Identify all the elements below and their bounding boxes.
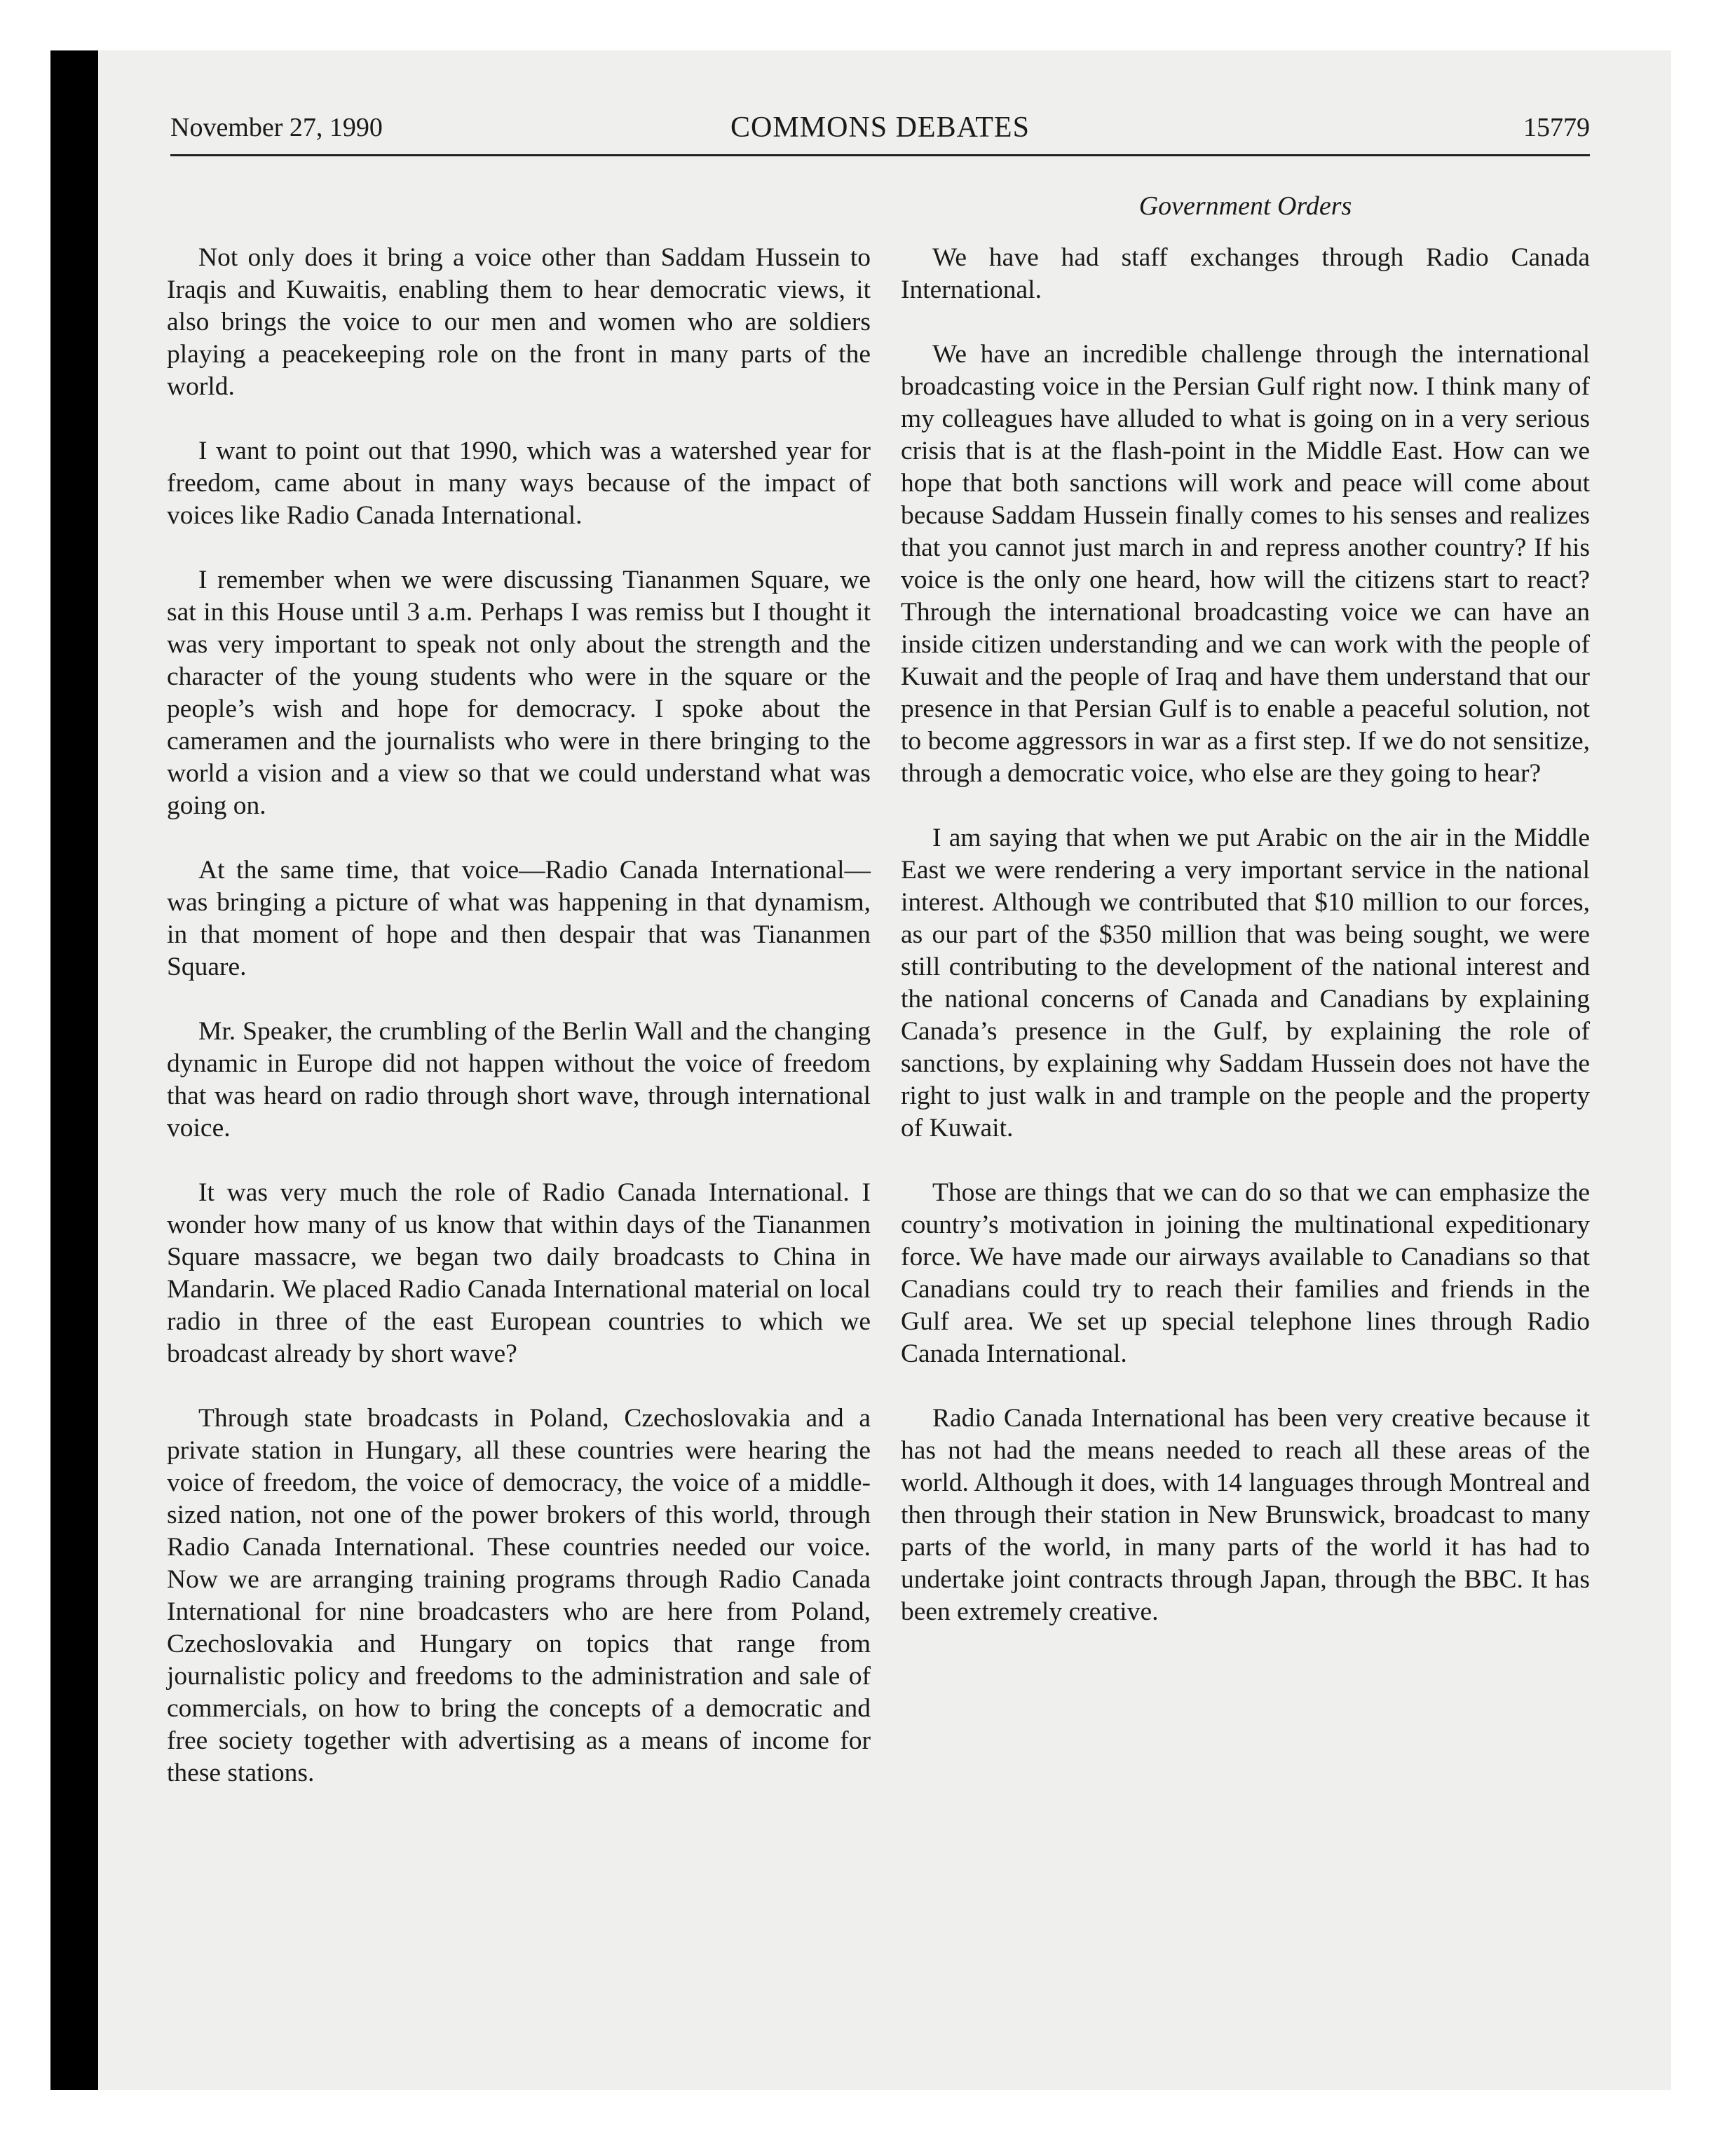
scan-border xyxy=(50,50,98,2090)
left-column xyxy=(167,242,871,1789)
right-column xyxy=(901,242,1590,1628)
header-page-number: 15779 xyxy=(1523,113,1590,142)
paragraph: It was very much the role of Radio Canada International. I wonder how many of us know that within days of the Tiananmen Square massacre, we began two daily broadcasts to China in Mandarin. We placed Radio Canada International material on local radio in three of the east European countries to which we broadcast already by short wave? xyxy=(167,1178,871,1368)
page-header xyxy=(170,105,1590,156)
paragraph: Through state broadcasts in Poland, Czechoslovakia and a private station in Hungary, all these countries were hearing the voice of freedom, the voice of democracy, the voice of a middle-sized nation, not one of the power brokers of this world, through Radio Canada International. These countries needed our voice. Now we are arranging training programs through Radio Canada International for nine broadcasters who are here from Poland, Czechoslovakia and Hungary on topics that range from journalistic policy and freedoms to the administration and sale of commercials, on how to bring the concepts of a democratic and free society together with advertising as a means of income for these stations. xyxy=(167,1404,871,1787)
paragraph: Mr. Speaker, the crumbling of the Berlin Wall and the changing dynamic in Europe did not happen without the voice of freedom that was heard on radio through short wave, through international voice. xyxy=(167,1017,871,1142)
paragraph: We have had staff exchanges through Radio Canada International. xyxy=(901,243,1590,304)
header-date: November 27, 1990 xyxy=(170,113,383,142)
paragraph: Not only does it bring a voice other than Saddam Hussein to Iraqis and Kuwaitis, enabling them to hear democratic views, it also brings the voice to our men and women who are soldiers playing a peacekeeping role on the front in many parts of the world. xyxy=(167,243,871,401)
paragraph: Radio Canada International has been very creative because it has not had the means needed to reach all these areas of the world. Although it does, with 14 languages through Montreal and then through their station in New Brunswick, broadcast to many parts of the world, in many parts of the world it has had to undertake joint contracts through Japan, through the BBC. It has been extremely creative. xyxy=(901,1404,1590,1626)
section-label: Government Orders xyxy=(1138,191,1352,221)
paragraph: I want to point out that 1990, which was a watershed year for freedom, came about in many ways because of the impact of voices like Radio Canada International. xyxy=(167,437,871,530)
paragraph: We have an incredible challenge through the international broadcasting voice in the Persian Gulf right now. I think many of my colleagues have alluded to what is going on in a very serious crisis that is at the flash-point in the Middle East. How can we hope that both sanctions will work and peace will come about because Saddam Hussein finally comes to his senses and realizes that you cannot just march in and repress another country? If his voice is the only one heard, how will the citizens start to react? Through the international broadcasting voice we can have an inside citizen understanding and we can work with the people of Kuwait and the people of Iraq and have them understand that our presence in that Persian Gulf is to enable a peaceful solution, not to become aggressors in war as a first step. If we do not sensitize, through a democratic voice, who else are they going to hear? xyxy=(901,340,1590,788)
paragraph: At the same time, that voice—Radio Canada International—was bringing a picture of what was happening in that dynamism, in that moment of hope and then despair that was Tiananmen Square. xyxy=(167,856,871,981)
paragraph: I am saying that when we put Arabic on the air in the Middle East we were rendering a very important service in the national interest. Although we contributed that $10 million to our forces, as our part of the $350 million that was being sought, we were still contributing to the development of the national interest and the national concerns of Canada and Canadians by explaining Canada’s presence in the Gulf, by explaining the role of sanctions, by explaining why Saddam Hussein does not have the right to just walk in and trample on the people and the property of Kuwait. xyxy=(901,824,1590,1142)
paragraph: I remember when we were discussing Tiananmen Square, we sat in this House until 3 a.m. Perhaps I was remiss but I thought it was very important to speak not only about the strength and the character of the young students who were in the square or the people’s wish and hope for democracy. I spoke about the cameramen and the journalists who were in there bringing to the world a vision and a view so that we could understand what was going on. xyxy=(167,566,871,820)
paragraph: Those are things that we can do so that we can emphasize the country’s motivation in joining the multinational expeditionary force. We have made our airways available to Canadians so that Canadians could try to reach their families and friends in the Gulf area. We set up special telephone lines through Radio Canada International. xyxy=(901,1178,1590,1368)
header-title: COMMONS DEBATES xyxy=(730,111,1030,144)
